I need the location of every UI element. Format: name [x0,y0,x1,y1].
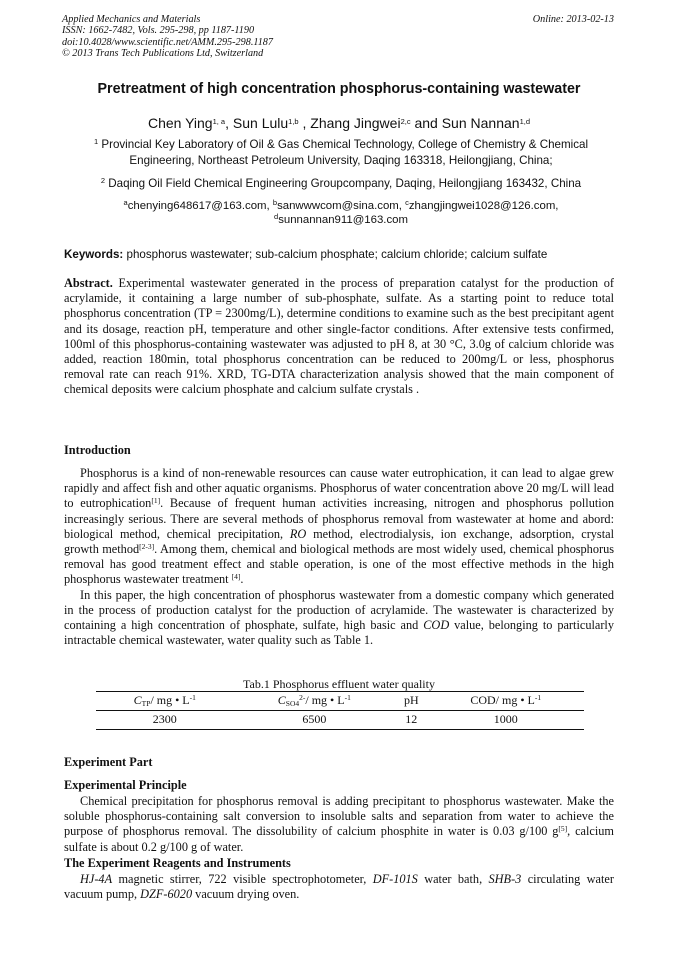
affiliation-text: Daqing Oil Field Chemical Engineering Groupcompany, Daqing, Heilongjiang 163432, China [108,177,582,190]
introduction-body [64,466,614,648]
journal-copyright: © 2013 Trans Tech Publications Ltd, Switzerland [62,48,264,60]
email-link[interactable]: sanwwwcom@sina.com, [277,200,402,212]
abstract-text: Experimental wastewater generated in the process of preparation catalyst for the production of acrylamide, it containing a large number of sub-phosphate, sulfate. As a starting point to reduce total phosphorus concentration (TP = 2300mg/L), determine conditions to examine such as the best precipitant agent and its dosage, reaction pH, temperature and other single-factor conditions. After extensive tests confirmed, 100ml of this phosphorus-containing wastewater was adjusted to pH 8, at 30 °C, 3.0g of calcium chloride was added, reaction 180min, total phosphorus concentration can be reduced to 200mg/L or less, phosphorus removal rate can reach 91%. XRD, TG-DTA characterization analysis showed that the main component of chemical deposits were calcium phosphate and calcium sulfate crystals . [64,276,614,397]
affiliation-1 [66,137,616,168]
author-name: Zhang Jingwei [310,115,401,131]
affiliation-sup: 2 [100,176,106,185]
citation[interactable]: [2-3] [139,542,155,552]
author-sup: 2,c [400,117,411,126]
table-caption: Tab.1 Phosphorus effluent water quality [243,677,435,691]
table-cell: 2300 [152,712,177,726]
section-heading-experiment: Experiment Part [64,755,153,769]
author-name: Sun Lulu [232,115,289,131]
keywords-text: phosphorus wastewater; sub-calcium phosphate; calcium chloride; calcium sulfate [126,248,548,261]
author-name: Sun Nannan [441,115,520,131]
reagents-body: HJ-4A magnetic stirrer, 722 visible spectrophotometer, DF-101S water bath, SHB-3 circulating water vacuum pump, DZF-6020 vacuum drying oven. [64,872,614,902]
table-row [96,711,584,730]
affiliation-text: Provincial Key Laboratory of Oil & Gas Chemical Technology, College of Chemistry & Chemical Engineering, Northeast Petroleum University, Daqing 163318, Heilongjiang, China; [101,138,589,167]
author-list: Chen Ying$^{1, a}$, Sun Lulu$^{1,b}$ , Zhang Jingwei$^{2,c}$ and Sun Nannan$^{1,d}$ [147,115,530,131]
water-quality-table [96,691,584,730]
section-heading-introduction: Introduction [64,443,131,457]
subsection-heading-principle: Experimental Principle [64,778,187,792]
table-header-row [96,692,584,711]
author-sup: 1, a [212,117,226,126]
email-sup: d [274,212,279,221]
table-header-ctp: $C_{TP}/$ mg • $L^{-1}$ [133,693,196,708]
table-header-cod: COD/ mg • $L^{-1}$ [470,693,542,707]
keywords-label: Keywords: [64,248,124,261]
affiliation-2 [66,176,616,192]
table-header-ph: pH [403,693,419,707]
principle-body: Chemical precipitation for phosphorus removal is adding precipitant to phosphorus wastewater. Make the soluble phosphorus-containing salt conversion to insoluble salts and separation from water to achieve the purpose of phosphorus removal. The dissolubility of calcium phosphite in water is 0.03 g/100 g[5], calcium sulfate is about 0.2 g/100 g of water. [64,794,614,854]
subsection-heading-reagents: The Experiment Reagents and Instruments [64,856,291,870]
author-sup: 1,d [519,117,530,126]
affiliation-sup: 1 [93,137,99,146]
email-sup: c [405,198,409,207]
email-list [66,199,616,227]
table-cell: 1000 [493,712,518,726]
keywords [64,248,547,261]
online-date: Online: 2013-02-13 [532,14,614,25]
email-sup: a [123,198,128,207]
journal-name: Applied Mechanics and Materials [62,14,201,25]
abstract [64,276,614,398]
journal-issn: ISSN: 1662-7482, Vols. 295-298, pp 1187-1190 [62,25,255,37]
email-link[interactable]: sunnannan911@163.com [278,214,408,226]
author-name: Chen Ying [147,115,213,131]
table-cell: 12 [405,712,418,726]
citation[interactable]: [1] [151,496,161,506]
email-link[interactable]: chenying648617@163.com, [127,200,270,212]
citation[interactable]: [5] [558,824,568,834]
journal-header [62,14,273,60]
email-link[interactable]: zhangjingwei1028@126.com, [408,200,559,212]
author-sup: 1,b [288,117,299,126]
intro-paragraph-1: Phosphorus is a kind of non-renewable resources can cause water eutrophication, it can lead to algae grew rapidly and affect fish and other aquatic organisms. Phosphorus of water concentration above 20 mg/L will lead to eutrophication[1]. Because of frequent human activities increasing, nitrogen and phosphorus pollution increasingly serious. There are several methods of phosphorus removal from wastewater at home and abord: biological method, chemical precipitation, RO method, electrodialysis, ion exchange, adsorption, crystal growth method[2-3]. Among them, chemical and biological methods are most widely used, chemical phosphorus removal has good treatment effect and stable operation, is one of the most effective methods in the high phosphorus wastewater treatment [4]. [64,466,615,587]
paper-title: Pretreatment of high concentration phosphorus-containing wastewater [97,81,581,97]
citation[interactable]: [4] [231,572,241,582]
table-cell: 6500 [302,712,327,726]
journal-doi: doi:10.4028/www.scientific.net/AMM.295-298.1187 [62,36,273,48]
email-sup: b [272,198,278,207]
abstract-label: Abstract. [64,276,113,290]
intro-paragraph-2: In this paper, the high concentration of phosphorus wastewater from a domestic company which generated in the process of production catalyst for the production of acrylamide. The wastewater is characterized by containing a high concentration of phosphate, sulfate, high basic and COD value, belonging to particularly intractable chemical wastewater, water quality such as Table 1. [64,587,614,648]
table-header-cso4: $C_{SO4}^{2-}/$ mg • $L^{-1}$ [277,693,351,708]
